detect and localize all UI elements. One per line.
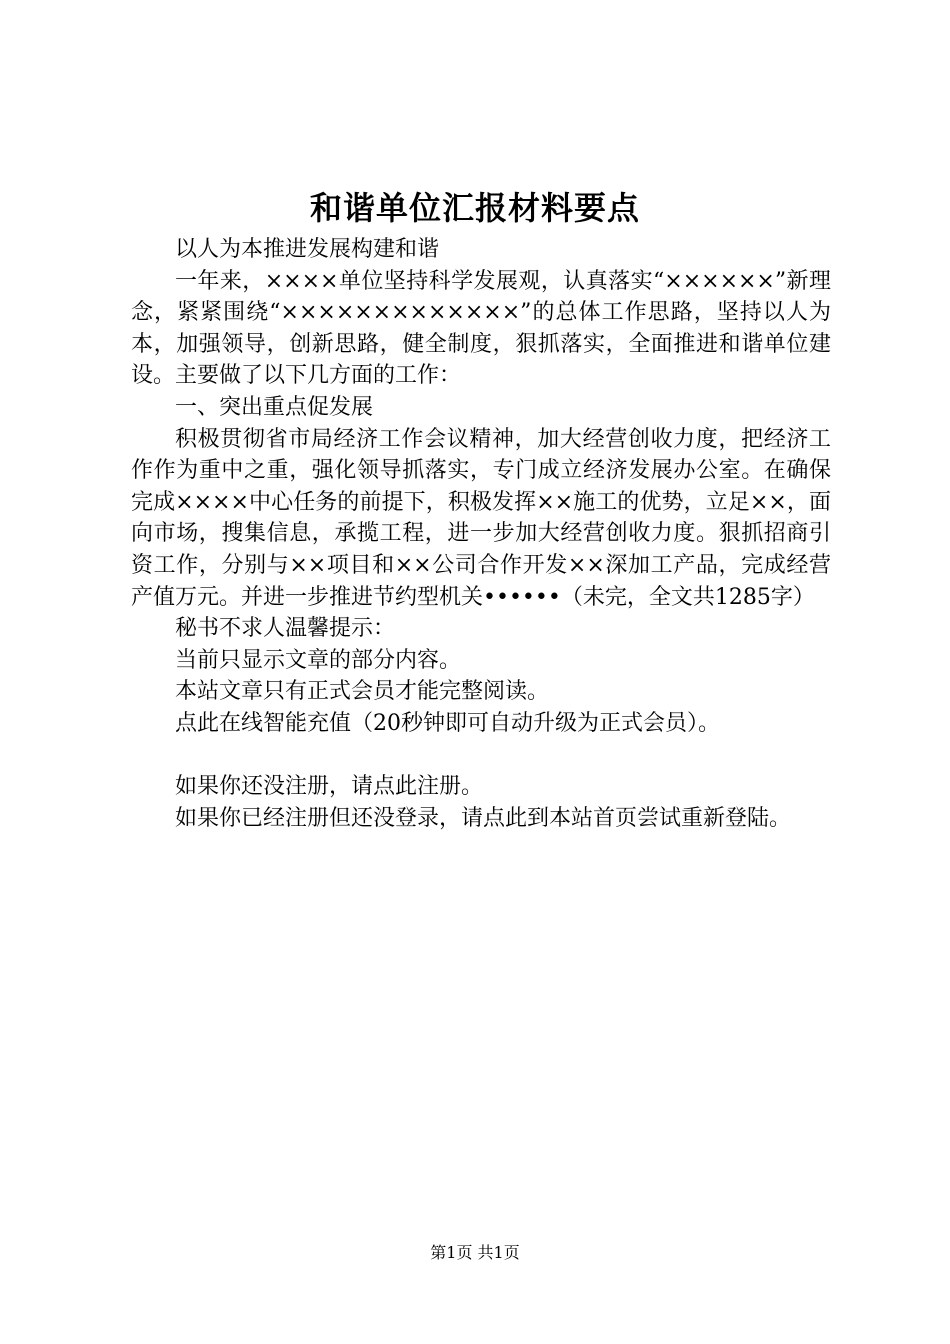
page-footer: 第1页 共1页	[430, 1243, 520, 1262]
blank-line	[131, 740, 831, 772]
recharge-link[interactable]: 点此在线智能充值（20秒钟即可自动升级为正式会员）。	[175, 710, 720, 736]
document-body	[131, 234, 831, 834]
section-body-paragraph: 积极贯彻省市局经济工作会议精神，加大经营创收力度，把经济工作作为重中之重，强化领导抓落实，专门成立经济发展办公室。在确保完成××××中心任务的前提下，积极发挥××施工的优势，立足××，面向市场，搜集信息，承揽工程，进一步加大经营创收力度。狠抓招商引资工作，分别与××项目和××公司合作开发××深加工产品，完成经营产值万元。并进一步推进节约型机关••••••（未完，全文共1285字）	[131, 426, 831, 610]
register-link[interactable]: 如果你还没注册，请点此注册。	[175, 774, 484, 800]
login-link[interactable]: 如果你已经注册但还没登录，请点此到本站首页尝试重新登陆。	[175, 805, 792, 831]
intro-paragraph: 一年来，××××单位坚持科学发展观，认真落实“××××××”新理念，紧紧围绕“×××××××××××××”的总体工作思路，坚持以人为本，加强领导，创新思路，健全制度，狠抓落实，全面推进和谐单位建设。主要做了以下几方面的工作：	[131, 268, 831, 389]
notice-partial-content: 当前只显示文章的部分内容。	[175, 647, 462, 673]
document-title: 和谐单位汇报材料要点	[309, 189, 640, 227]
notice-heading: 秘书不求人温馨提示：	[175, 616, 396, 642]
subtitle-paragraph: 以人为本推进发展构建和谐	[175, 237, 440, 262]
notice-members-only: 本站文章只有正式会员才能完整阅读。	[175, 679, 550, 705]
section-heading: 一、突出重点促发展	[175, 394, 374, 420]
